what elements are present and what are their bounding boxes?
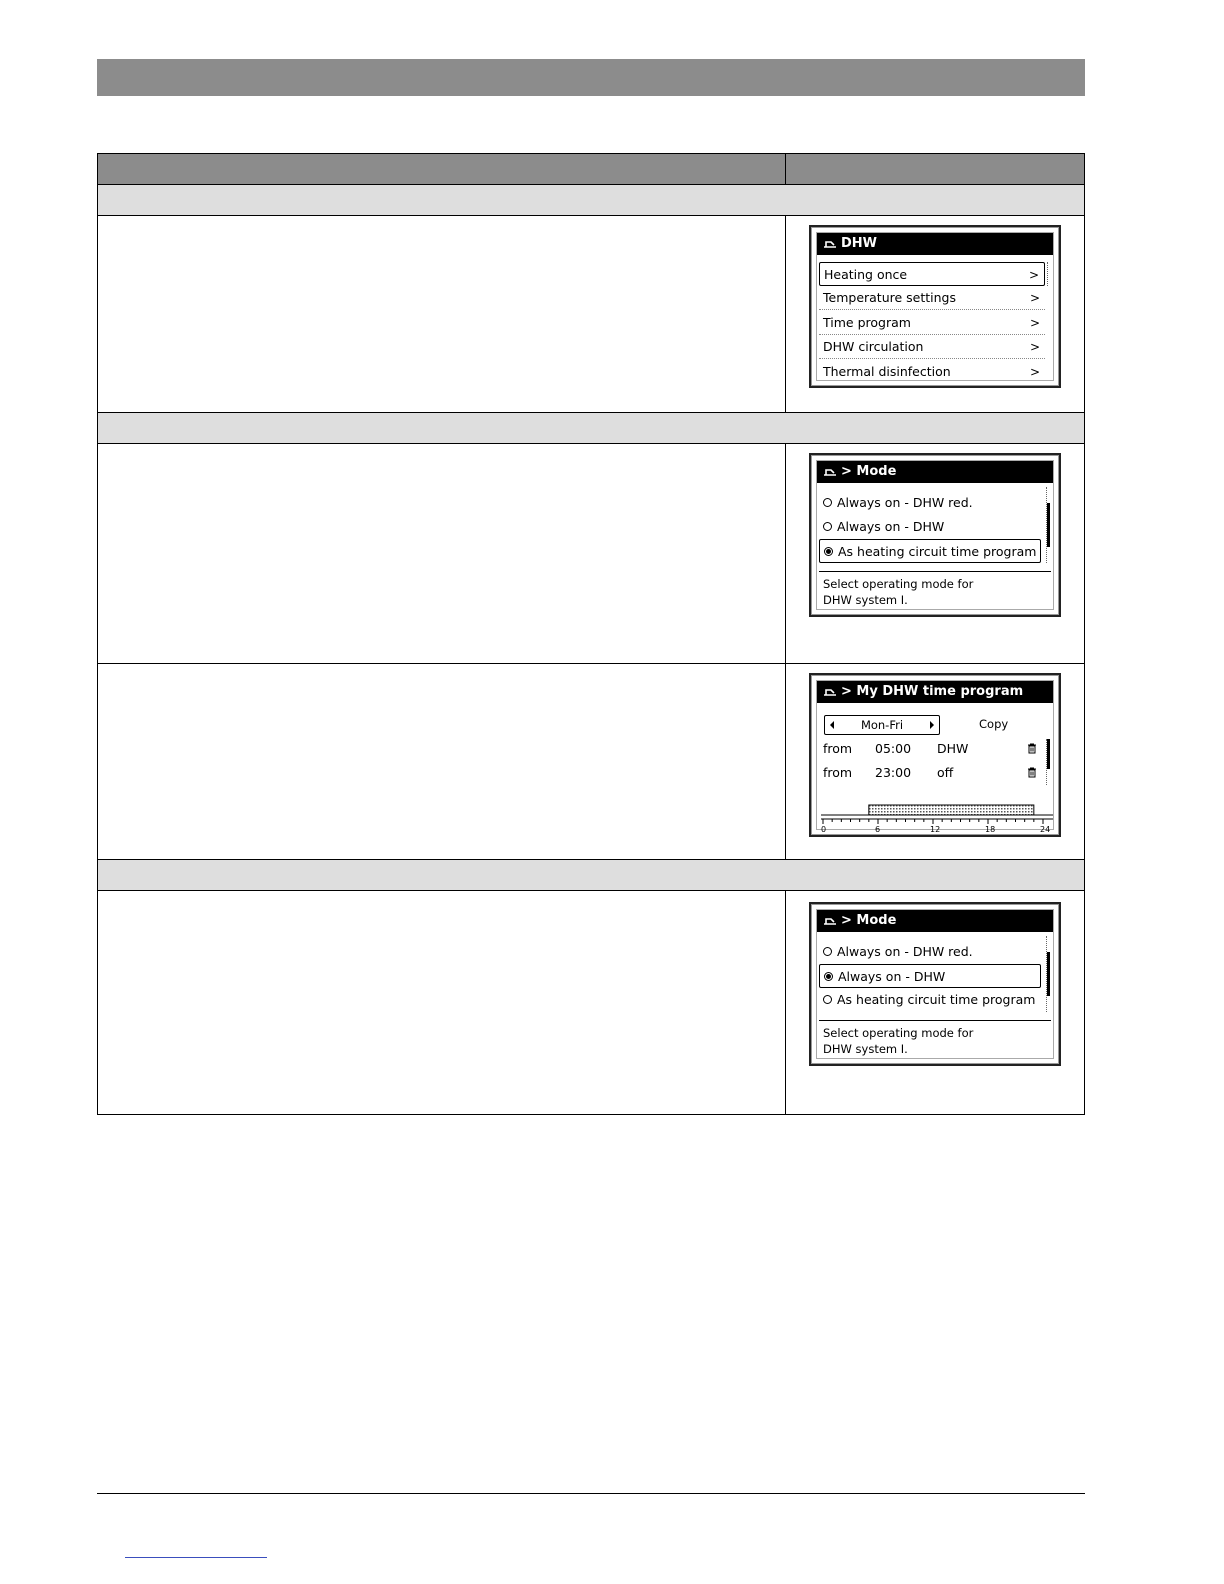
menu-item-heating-once[interactable] bbox=[819, 262, 1045, 286]
menu-item-label: Heating once bbox=[824, 267, 908, 282]
daily-timeline bbox=[821, 799, 1053, 833]
day-selector[interactable] bbox=[824, 715, 940, 735]
column-divider bbox=[785, 154, 786, 184]
display-mode-2 bbox=[809, 902, 1061, 1066]
display-title bbox=[817, 910, 1053, 932]
radio-label: Always on - DHW red. bbox=[837, 944, 973, 959]
radio-label: Always on - DHW bbox=[837, 519, 945, 534]
radio-icon bbox=[823, 498, 832, 507]
trash-icon[interactable] bbox=[1027, 743, 1037, 754]
tap-icon bbox=[823, 687, 837, 697]
from-label: from bbox=[823, 741, 853, 756]
menu-item-time-program[interactable] bbox=[819, 311, 1045, 335]
section-row-1 bbox=[98, 185, 1084, 216]
timeline-tick-label: 6 bbox=[875, 825, 881, 833]
display-title bbox=[817, 461, 1053, 483]
chevron-right-icon: > bbox=[1029, 316, 1040, 330]
radio-icon bbox=[823, 947, 832, 956]
radio-always-on-dhw[interactable] bbox=[819, 964, 1041, 988]
hint-line: Select operating mode for bbox=[823, 1026, 974, 1040]
radio-label: Always on - DHW red. bbox=[837, 495, 973, 510]
menu-item-label: DHW circulation bbox=[823, 339, 924, 354]
time-value[interactable]: 23:00 bbox=[875, 765, 912, 780]
time-row[interactable] bbox=[823, 762, 1047, 784]
hint-line: DHW system I. bbox=[823, 1042, 908, 1056]
radio-label: Always on - DHW bbox=[838, 969, 946, 984]
table-row bbox=[98, 891, 1084, 1114]
column-divider bbox=[785, 216, 786, 412]
timeline-tick-label: 18 bbox=[985, 825, 996, 833]
radio-always-on-dhw[interactable] bbox=[819, 515, 1041, 539]
divider bbox=[819, 571, 1051, 572]
radio-always-on-dhw-red[interactable] bbox=[819, 491, 1041, 515]
timeline-tick-label: 24 bbox=[1040, 825, 1051, 833]
display-time-program bbox=[809, 673, 1061, 837]
copy-button[interactable]: Copy bbox=[979, 717, 1009, 731]
radio-icon bbox=[823, 522, 832, 531]
radio-icon bbox=[823, 995, 832, 1004]
arrow-left-icon[interactable] bbox=[830, 721, 834, 729]
display-mode-1 bbox=[809, 453, 1061, 617]
day-label: Mon-Fri bbox=[860, 718, 904, 732]
hint-line: Select operating mode for bbox=[823, 577, 974, 591]
section-row-3 bbox=[98, 860, 1084, 891]
menu-item-label: Thermal disinfection bbox=[823, 364, 951, 379]
section-row-2 bbox=[98, 413, 1084, 444]
table-row bbox=[98, 444, 1084, 664]
display-title-text: DHW bbox=[841, 236, 878, 251]
table-header bbox=[98, 154, 1084, 185]
mode-value[interactable]: DHW bbox=[937, 741, 969, 756]
radio-icon bbox=[824, 972, 833, 981]
timeline-tick-label: 12 bbox=[930, 825, 941, 833]
scrollbar-thumb[interactable] bbox=[1047, 503, 1050, 547]
chevron-right-icon: > bbox=[1028, 268, 1039, 282]
timeline-on-period bbox=[869, 805, 1034, 815]
menu-item-dhw-circulation[interactable] bbox=[819, 335, 1045, 359]
radio-label: As heating circuit time program bbox=[838, 544, 1037, 559]
display-title bbox=[817, 233, 1053, 255]
tap-icon bbox=[823, 916, 837, 926]
column-divider bbox=[785, 444, 786, 663]
display-title-text: > My DHW time program bbox=[841, 684, 1024, 699]
time-value[interactable]: 05:00 bbox=[875, 741, 912, 756]
menu-item-thermal-disinfection[interactable] bbox=[819, 360, 1045, 384]
timeline-tick-label: 0 bbox=[821, 825, 827, 833]
radio-always-on-dhw-red[interactable] bbox=[819, 940, 1041, 964]
hint-line: DHW system I. bbox=[823, 593, 908, 607]
instruction-table bbox=[97, 153, 1085, 1115]
scrollbar[interactable] bbox=[1047, 262, 1051, 286]
table-row bbox=[98, 216, 1084, 413]
column-divider bbox=[785, 664, 786, 859]
chevron-right-icon: > bbox=[1029, 340, 1040, 354]
header-bar bbox=[97, 59, 1085, 96]
arrow-right-icon[interactable] bbox=[930, 721, 934, 729]
menu-item-label: Time program bbox=[823, 315, 911, 330]
tap-icon bbox=[823, 239, 837, 249]
chevron-right-icon: > bbox=[1029, 291, 1040, 305]
display-title-text: > Mode bbox=[841, 464, 897, 479]
display-title bbox=[817, 681, 1053, 703]
radio-icon bbox=[824, 547, 833, 556]
radio-as-heating-circuit-time-program[interactable] bbox=[819, 988, 1041, 1012]
menu-item-temperature-settings[interactable] bbox=[819, 286, 1045, 310]
footer-rule bbox=[97, 1493, 1085, 1494]
trash-icon[interactable] bbox=[1027, 767, 1037, 778]
chevron-right-icon: > bbox=[1029, 365, 1040, 379]
tap-icon bbox=[823, 467, 837, 477]
mode-value[interactable]: off bbox=[937, 765, 954, 780]
display-title-text: > Mode bbox=[841, 913, 897, 928]
table-row bbox=[98, 664, 1084, 860]
time-row[interactable] bbox=[823, 738, 1047, 760]
from-label: from bbox=[823, 765, 853, 780]
divider bbox=[819, 1020, 1051, 1021]
column-divider bbox=[785, 891, 786, 1114]
scrollbar-thumb[interactable] bbox=[1047, 952, 1050, 996]
footer-link-underline bbox=[125, 1557, 267, 1558]
scrollbar-thumb[interactable] bbox=[1047, 739, 1050, 769]
menu-item-label: Temperature settings bbox=[823, 290, 957, 305]
radio-as-heating-circuit-time-program[interactable] bbox=[819, 539, 1041, 563]
radio-label: As heating circuit time program bbox=[837, 992, 1036, 1007]
display-dhw-menu bbox=[809, 225, 1061, 388]
hint-text bbox=[823, 1025, 973, 1057]
hint-text bbox=[823, 576, 973, 608]
